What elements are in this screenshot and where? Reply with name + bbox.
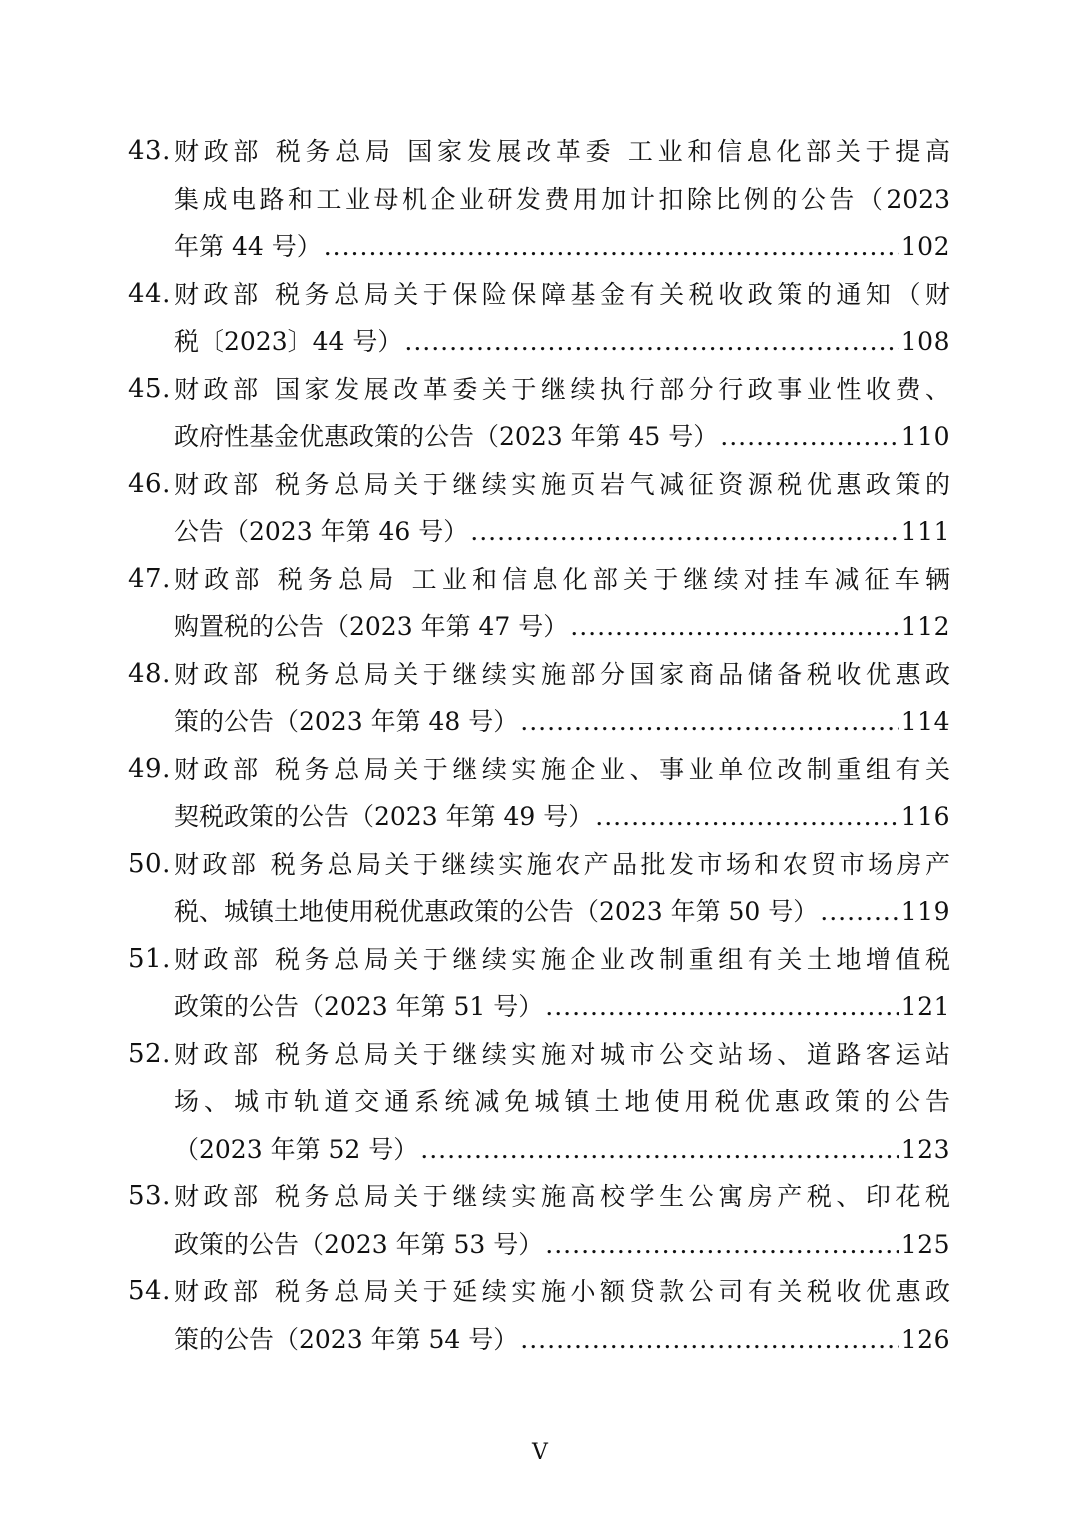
toc-entry-number: 47. [128, 563, 171, 594]
toc-page-number[interactable]: 110 [900, 422, 950, 451]
toc-entry-title-end: （2023 年第 52 号） [174, 1134, 419, 1164]
toc-entry-final-line [174, 603, 950, 651]
dot-leader [470, 508, 899, 556]
toc-entry-title-end: 公告（2023 年第 46 号） [174, 517, 469, 546]
toc-entry-final-line [174, 1126, 950, 1174]
toc-entry-final-line [174, 888, 950, 936]
toc-entry-title-line: 财政部 税务总局关于保险保障基金有关税收政策的通知（财 [174, 279, 950, 309]
toc-entry-title-end: 购置税的公告（2023 年第 47 号） [174, 612, 569, 641]
toc-entry-title-line: 财政部 税务总局关于继续实施对城市公交站场、道路客运站 [174, 1039, 950, 1069]
dot-leader [420, 1126, 899, 1174]
toc-entry-number: 51. [128, 943, 171, 974]
toc-entry-title-line: 财政部 税务总局关于继续实施高校学生公寓房产税、印花税 [174, 1182, 950, 1211]
dot-leader [520, 1316, 899, 1364]
toc-entry-title-end: 政策的公告（2023 年第 51 号） [174, 992, 544, 1021]
toc-page-number[interactable]: 108 [900, 327, 950, 356]
toc-entry-title-line: 财政部 税务总局 工业和信息化部关于继续对挂车减征车辆 [174, 564, 950, 594]
toc-entry-number: 49. [128, 753, 171, 784]
toc-entry-title-line: 财政部 国家发展改革委关于继续执行部分行政事业性收费、 [174, 374, 950, 404]
toc-entry-title-line: 财政部 税务总局关于继续实施页岩气减征资源税优惠政策的 [174, 469, 950, 499]
toc-page-number[interactable]: 119 [900, 897, 950, 926]
dot-leader [720, 413, 899, 461]
page-folio: V [532, 1440, 548, 1465]
dot-leader [570, 603, 899, 651]
toc-entry-title-line: 集成电路和工业母机企业研发费用加计扣除比例的公告（2023 [174, 184, 950, 214]
dot-leader [324, 223, 899, 271]
toc-entry-number: 46. [128, 468, 171, 499]
toc-entry-final-line [174, 793, 950, 841]
toc-entry-final-line [174, 413, 950, 461]
toc-page-number[interactable]: 126 [900, 1324, 950, 1354]
dot-leader [545, 983, 899, 1031]
toc-page-number[interactable]: 123 [900, 1134, 950, 1164]
toc-entry-number: 43. [128, 136, 171, 166]
toc-page-number[interactable]: 121 [900, 992, 950, 1021]
toc-entry-title-end: 契税政策的公告（2023 年第 49 号） [174, 802, 594, 831]
toc-page-number[interactable]: 125 [900, 1229, 950, 1259]
toc-page-number[interactable]: 116 [900, 802, 950, 831]
toc-entry-title-line: 财政部 税务总局 国家发展改革委 工业和信息化部关于提高 [174, 137, 950, 166]
toc-page-number[interactable]: 111 [900, 517, 950, 546]
toc-page-number[interactable]: 102 [900, 232, 950, 261]
toc-page-number[interactable]: 112 [900, 612, 950, 641]
toc-entry-final-line [174, 223, 950, 271]
toc-entry-number: 44. [128, 278, 171, 309]
toc-entry-final-line [174, 983, 950, 1031]
toc-entry-title-line: 财政部 税务总局关于继续实施企业改制重组有关土地增值税 [174, 944, 950, 974]
toc-entry-title-line: 财政部 税务总局关于延续实施小额贷款公司有关税收优惠政 [174, 1277, 950, 1306]
toc-entry-final-line [174, 318, 950, 366]
toc-entry-final-line [174, 1221, 950, 1269]
toc-entry-title-line: 财政部 税务总局关于继续实施部分国家商品储备税收优惠政 [174, 659, 950, 689]
toc-entry-title-end: 税〔2023〕44 号） [174, 327, 403, 356]
toc-entry-number: 53. [128, 1181, 171, 1211]
dot-leader [404, 318, 898, 366]
dot-leader [520, 698, 899, 746]
toc-page-number[interactable]: 114 [900, 707, 950, 736]
toc-entry-title-line: 财政部 税务总局关于继续实施农产品批发市场和农贸市场房产 [174, 849, 950, 879]
toc-entry-title-end: 策的公告（2023 年第 48 号） [174, 707, 519, 736]
dot-leader [595, 793, 899, 841]
toc-entry-number: 48. [128, 658, 171, 689]
toc-entry-number: 45. [128, 373, 171, 404]
toc-entry-title-end: 策的公告（2023 年第 54 号） [174, 1324, 519, 1354]
toc-entry-title-end: 政策的公告（2023 年第 53 号） [174, 1229, 544, 1259]
toc-entry-title-end: 年第 44 号） [174, 232, 322, 261]
toc-entry-final-line [174, 698, 950, 746]
toc-entry-final-line [174, 508, 950, 556]
toc-entry-title-end: 政府性基金优惠政策的公告（2023 年第 45 号） [174, 422, 719, 451]
toc-entry-title-end: 税、城镇土地使用税优惠政策的公告（2023 年第 50 号） [174, 897, 819, 926]
toc-entry-number: 52. [128, 1038, 171, 1069]
dot-leader [820, 888, 899, 936]
toc-entry-number: 54. [128, 1276, 171, 1306]
toc-entry-number: 50. [128, 848, 171, 879]
toc-entry-final-line [174, 1316, 950, 1364]
toc-entry-title-line: 财政部 税务总局关于继续实施企业、事业单位改制重组有关 [174, 754, 950, 784]
dot-leader [545, 1221, 899, 1269]
toc-entry-title-line: 场、城市轨道交通系统减免城镇土地使用税优惠政策的公告 [174, 1087, 950, 1116]
